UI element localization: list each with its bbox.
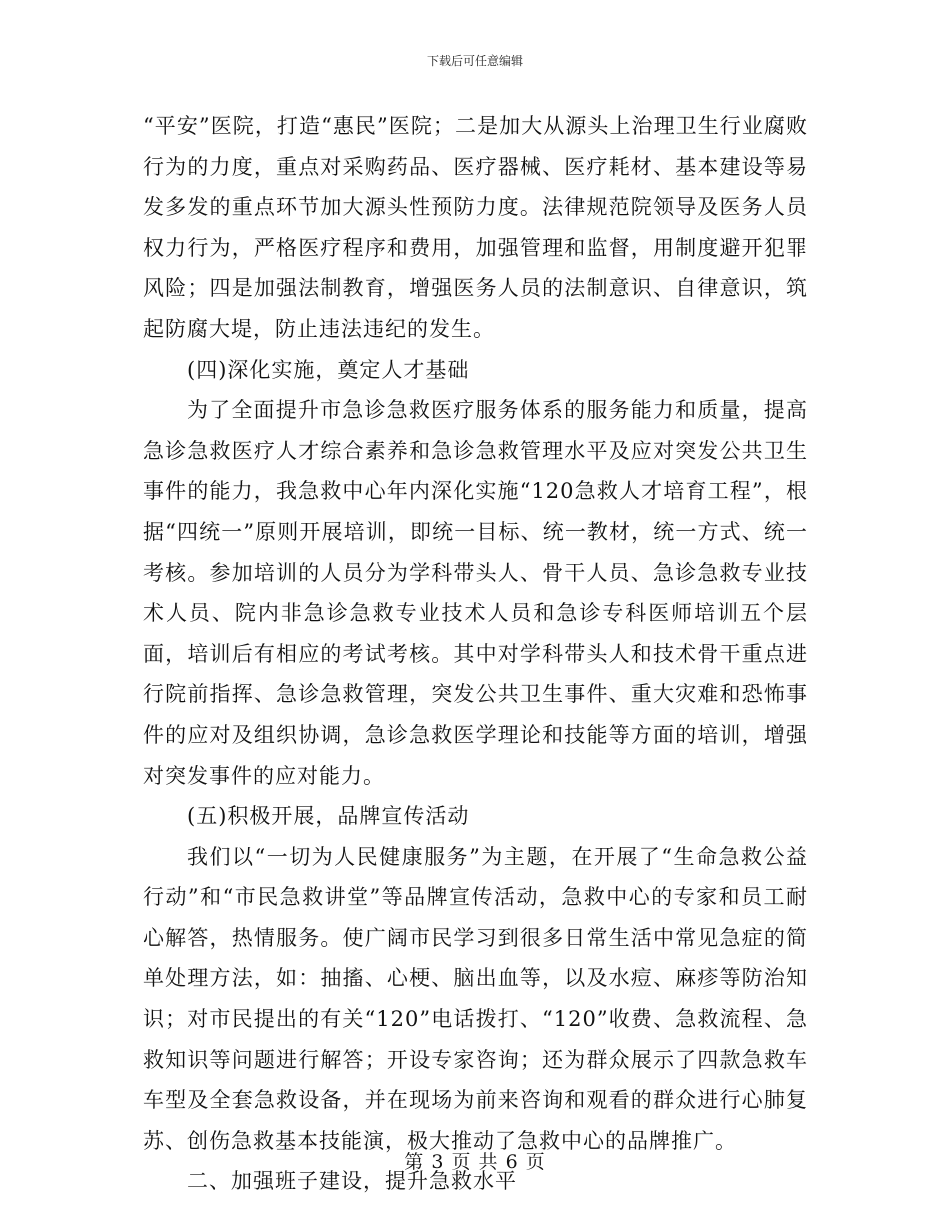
current-page-number: 3 — [431, 1151, 445, 1173]
footer-prefix: 第 — [404, 1151, 425, 1173]
page-content — [143, 106, 808, 1202]
section-heading-5: (五)积极开展，品牌宣传活动 — [187, 804, 470, 829]
section-heading-4: (四)深化实施，奠定人才基础 — [187, 357, 470, 382]
section-heading-2: 二、加强班子建设，提升急救水平 — [187, 1169, 517, 1194]
total-pages-number: 6 — [505, 1151, 519, 1173]
paragraph-talent-training: 为了全面提升市急诊急救医疗服务体系的服务能力和质量，提高急诊急救医疗人才综合素养和急诊急救管理水平及应对突发公共卫生事件的能力，我急救中心年内深化实施“120急救人才培育工程”，根据“四统一”原则开展培训，即统一目标、统一教材，统一方式、统一考核。参加培训的人员分为学科带头人、骨干人员、急诊急救专业技术人员、院内非急诊急救专业技术人员和急诊专科医师培训五个层面，培训后有相应的考试考核。其中对学科带头人和技术骨干重点进行院前指挥、急诊急救管理，突发公共卫生事件、重大灾难和恐怖事件的应对及组织协调，急诊急救医学理论和技能等方面的培训，增强对突发事件的应对能力。 — [143, 398, 808, 788]
footer-middle: 页 共 — [451, 1151, 499, 1173]
paragraph-brand-promotion: 我们以“一切为人民健康服务”为主题，在开展了“生命急救公益行动”和“市民急救讲堂”等品牌宣传活动，急救中心的专家和员工耐心解答，热情服务。使广阔市民学习到很多日常生活中常见急症的简单处理方法，如：抽搐、心梗、脑出血等，以及水痘、麻疹等防治知识；对市民提出的有关“120”电话拨打、“120”收费、急救流程、急救知识等问题进行解答；开设专家咨询；还为群众展示了四款急救车车型及全套急救设备，并在现场为前来咨询和观看的群众进行心肺复苏、创伤急救基本技能演，极大推动了急救中心的品牌推广。 — [143, 844, 808, 1153]
page-header: 下载后可任意编辑 — [426, 54, 523, 68]
paragraph-continued: “平安”医院，打造“惠民”医院；二是加大从源头上治理卫生行业腐败行为的力度，重点对采购药品、医疗器械、医疗耗材、基本建设等易发多发的重点环节加大源头性预防力度。法律规范院领导及医务人员权力行为，严格医疗程序和费用，加强管理和监督，用制度避开犯罪风险；四是加强法制教育，增强医务人员的法制意识、自律意识，筑起防腐大堤，防止违法违纪的发生。 — [143, 114, 808, 341]
footer-suffix: 页 — [525, 1151, 546, 1173]
page-footer — [0, 1150, 950, 1174]
